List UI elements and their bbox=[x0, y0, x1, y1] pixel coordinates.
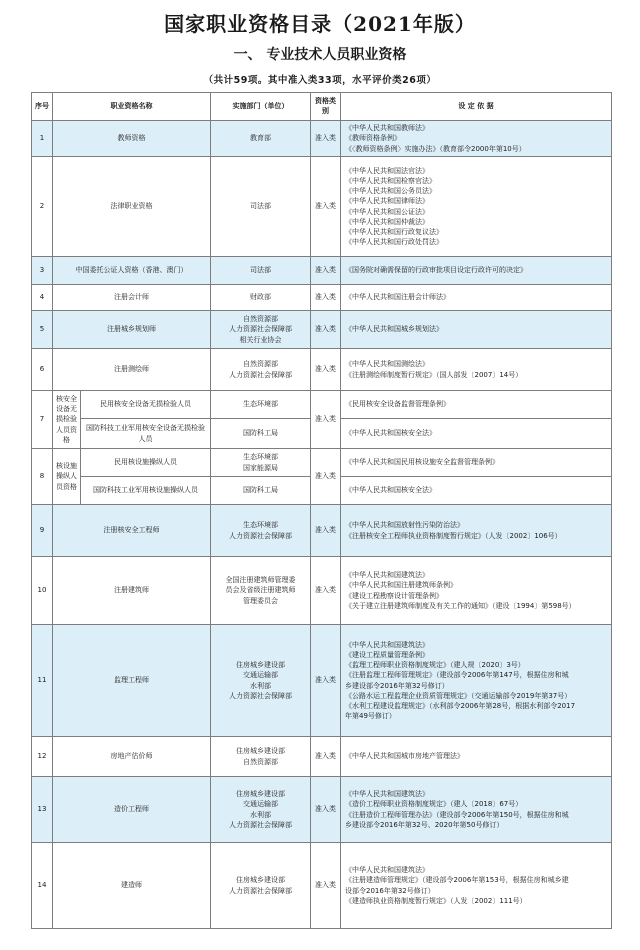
header-dept: 实施部门（单位） bbox=[211, 93, 311, 121]
qualification-type: 准入类 bbox=[311, 625, 341, 737]
qualification-type: 准入类 bbox=[311, 311, 341, 349]
qualification-name: 民用核安全设备无损检验人员 bbox=[81, 391, 211, 419]
table-body bbox=[32, 121, 612, 929]
row-number: 6 bbox=[32, 349, 53, 391]
dept-line: 水利部 bbox=[250, 810, 271, 819]
qualification-name: 注册建筑师 bbox=[53, 557, 211, 625]
table-row bbox=[32, 557, 612, 625]
qualification-name: 中国委托公证人资格（香港、澳门） bbox=[53, 257, 211, 285]
qualification-type: 准入类 bbox=[311, 777, 341, 843]
implementing-dept bbox=[211, 257, 311, 285]
qualification-name: 法律职业资格 bbox=[53, 157, 211, 257]
legal-basis bbox=[341, 257, 612, 285]
legal-basis bbox=[341, 449, 612, 477]
basis-line: 乡建设部令2016年第32号、2020年第50号修订） bbox=[345, 820, 504, 829]
dept-line: 财政部 bbox=[250, 293, 271, 302]
header-no: 序号 bbox=[32, 93, 53, 121]
basis-line: 《公路水运工程监理企业资质管理规定》（交通运输部令2019年第37号） bbox=[345, 691, 572, 700]
dept-line: 人力资源社会保障部 bbox=[229, 691, 292, 700]
legal-basis bbox=[341, 157, 612, 257]
table-row bbox=[32, 505, 612, 557]
implementing-dept bbox=[211, 349, 311, 391]
basis-line: 《中华人民共和国教师法》 bbox=[345, 124, 429, 133]
basis-line: 乡建设部令2016年第32号修订） bbox=[345, 681, 449, 690]
dept-line: 国防科工局 bbox=[243, 486, 278, 495]
row-number: 14 bbox=[32, 843, 53, 929]
dept-line: 自然资源部 bbox=[243, 360, 278, 369]
basis-line: 《监理工程师职业资格制度规定》（建人规〔2020〕3号） bbox=[345, 661, 525, 670]
dept-line: 自然资源部 bbox=[243, 315, 278, 324]
basis-line: 《水利工程建设监理规定》（水利部令2006年第28号，根据水利部令2017 bbox=[345, 701, 576, 710]
legal-basis bbox=[341, 419, 612, 449]
basis-line: 《中华人民共和国法官法》 bbox=[345, 166, 429, 175]
dept-line: 交通运输部 bbox=[243, 800, 278, 809]
row-number: 2 bbox=[32, 157, 53, 257]
row-number: 3 bbox=[32, 257, 53, 285]
dept-line: 人力资源社会保障部 bbox=[229, 886, 292, 895]
basis-line: 《关于建立注册建筑师制度及有关工作的通知》（建设〔1994〕第598号） bbox=[345, 601, 576, 610]
basis-line: 《中华人民共和国核安全法》 bbox=[345, 429, 436, 438]
dept-line: 生态环境部 bbox=[243, 400, 278, 409]
table-row bbox=[32, 311, 612, 349]
basis-line: 《中华人民共和国测绘法》 bbox=[345, 360, 429, 369]
basis-line: 《中华人民共和国仲裁法》 bbox=[345, 217, 429, 226]
basis-line: 《中华人民共和国核安全法》 bbox=[345, 486, 436, 495]
qualification-table bbox=[31, 92, 612, 929]
table-row bbox=[32, 843, 612, 929]
qualification-type: 准入类 bbox=[311, 843, 341, 929]
legal-basis bbox=[341, 737, 612, 777]
dept-line: 人力资源社会保障部 bbox=[229, 531, 292, 540]
implementing-dept bbox=[211, 557, 311, 625]
qualification-name: 注册城乡规划师 bbox=[53, 311, 211, 349]
dept-line: 人力资源社会保障部 bbox=[229, 325, 292, 334]
table-row bbox=[32, 157, 612, 257]
dept-line: 水利部 bbox=[250, 681, 271, 690]
table-row bbox=[32, 391, 612, 419]
legal-basis bbox=[341, 121, 612, 157]
table-row bbox=[32, 285, 612, 311]
basis-line: 《中华人民共和国建筑法》 bbox=[345, 790, 429, 799]
table-header-row bbox=[32, 93, 612, 121]
table-row bbox=[32, 257, 612, 285]
implementing-dept bbox=[211, 505, 311, 557]
legal-basis bbox=[341, 391, 612, 419]
qualification-group-name: 核设施操纵人员资格 bbox=[53, 449, 81, 505]
dept-line: 教育部 bbox=[250, 134, 271, 143]
dept-line: 国家能源局 bbox=[243, 463, 278, 472]
basis-line: 《中华人民共和国城市房地产管理法》 bbox=[345, 752, 464, 761]
legal-basis bbox=[341, 477, 612, 505]
qualification-name: 建造师 bbox=[53, 843, 211, 929]
qualification-type: 准入类 bbox=[311, 285, 341, 311]
qualification-type: 准入类 bbox=[311, 505, 341, 557]
basis-line: 《中华人民共和国放射性污染防治法》 bbox=[345, 521, 464, 530]
qualification-type: 准入类 bbox=[311, 449, 341, 505]
implementing-dept bbox=[211, 625, 311, 737]
qualification-type: 准入类 bbox=[311, 557, 341, 625]
qualification-type: 准入类 bbox=[311, 391, 341, 449]
implementing-dept bbox=[211, 843, 311, 929]
basis-line: 《中华人民共和国检察官法》 bbox=[345, 177, 436, 186]
qualification-type: 准入类 bbox=[311, 121, 341, 157]
qualification-name: 注册核安全工程师 bbox=[53, 505, 211, 557]
dept-line: 自然资源部 bbox=[243, 757, 278, 766]
basis-line: 《国务院对确需保留的行政审批项目设定行政许可的决定》 bbox=[345, 266, 527, 275]
implementing-dept bbox=[211, 311, 311, 349]
basis-line: 年第49号修订） bbox=[345, 711, 396, 720]
legal-basis bbox=[341, 843, 612, 929]
qualification-group-name: 核安全设备无损检验人员资格 bbox=[53, 391, 81, 449]
header-type: 资格类别 bbox=[311, 93, 341, 121]
basis-line: 《〈教师资格条例〉实施办法》（教育部令2000年第10号） bbox=[345, 144, 526, 153]
basis-line: 《造价工程师职业资格制度规定》（建人〔2018〕67号） bbox=[345, 800, 523, 809]
implementing-dept bbox=[211, 777, 311, 843]
basis-line: 《建设工程质量管理条例》 bbox=[345, 651, 429, 660]
dept-line: 生态环境部 bbox=[243, 453, 278, 462]
implementing-dept bbox=[211, 285, 311, 311]
basis-line: 《中华人民共和国行政处罚法》 bbox=[345, 237, 443, 246]
dept-line: 司法部 bbox=[250, 266, 271, 275]
qualification-type: 准入类 bbox=[311, 737, 341, 777]
basis-line: 《中华人民共和国城乡规划法》 bbox=[345, 325, 443, 334]
row-number: 12 bbox=[32, 737, 53, 777]
basis-line: 设部令2016年第32号修订） bbox=[345, 886, 435, 895]
dept-line: 人力资源社会保障部 bbox=[229, 370, 292, 379]
dept-line: 生态环境部 bbox=[243, 521, 278, 530]
legal-basis bbox=[341, 557, 612, 625]
legal-basis bbox=[341, 349, 612, 391]
dept-line: 住房城乡建设部 bbox=[236, 790, 285, 799]
table-row bbox=[32, 777, 612, 843]
dept-line: 员会及省级注册建筑师 bbox=[225, 586, 296, 595]
section-heading: 一、 专业技术人员职业资格 bbox=[233, 47, 407, 63]
basis-line: 《中华人民共和国公务员法》 bbox=[345, 187, 436, 196]
basis-line: 《中华人民共和国建筑法》 bbox=[345, 640, 429, 649]
implementing-dept bbox=[211, 419, 311, 449]
basis-line: 《建造师执业资格制度暂行规定》（人发〔2002〕111号） bbox=[345, 896, 527, 905]
qualification-name: 房地产估价师 bbox=[53, 737, 211, 777]
qualification-name: 国防科技工业军用核安全设备无损检验人员 bbox=[81, 419, 211, 449]
row-number: 9 bbox=[32, 505, 53, 557]
implementing-dept bbox=[211, 449, 311, 477]
basis-line: 《注册造价工程师管理办法》（建设部令2006年第150号，根据住房和城 bbox=[345, 810, 569, 819]
qualification-name: 教师资格 bbox=[53, 121, 211, 157]
basis-line: 《中华人民共和国注册建筑师条例》 bbox=[345, 581, 457, 590]
qualification-name: 注册会计师 bbox=[53, 285, 211, 311]
row-number: 1 bbox=[32, 121, 53, 157]
qualification-name: 注册测绘师 bbox=[53, 349, 211, 391]
basis-line: 《中华人民共和国建筑法》 bbox=[345, 866, 429, 875]
row-number: 10 bbox=[32, 557, 53, 625]
dept-line: 管理委员会 bbox=[243, 596, 278, 605]
row-number: 7 bbox=[32, 391, 53, 449]
implementing-dept bbox=[211, 121, 311, 157]
document-title: 国家职业资格目录（2021年版） bbox=[164, 12, 476, 36]
basis-line: 《民用核安全设备监督管理条例》 bbox=[345, 400, 450, 409]
row-number: 5 bbox=[32, 311, 53, 349]
dept-line: 人力资源社会保障部 bbox=[229, 820, 292, 829]
dept-line: 司法部 bbox=[250, 202, 271, 211]
table-row bbox=[32, 121, 612, 157]
row-number: 13 bbox=[32, 777, 53, 843]
dept-line: 住房城乡建设部 bbox=[236, 747, 285, 756]
basis-line: 《中华人民共和国注册会计师法》 bbox=[345, 293, 450, 302]
row-number: 8 bbox=[32, 449, 53, 505]
legal-basis bbox=[341, 505, 612, 557]
basis-line: 《中华人民共和国民用核设施安全监督管理条例》 bbox=[345, 458, 499, 467]
legal-basis bbox=[341, 311, 612, 349]
summary-note: （共计59项。其中准入类33项，水平评价类26项） bbox=[203, 75, 437, 86]
header-basis: 设 定 依 据 bbox=[341, 93, 612, 121]
dept-line: 相关行业协会 bbox=[239, 335, 282, 344]
row-number: 11 bbox=[32, 625, 53, 737]
dept-line: 住房城乡建设部 bbox=[236, 876, 285, 885]
basis-line: 《注册建造师管理规定》（建设部令2006年第153号，根据住房和城乡建 bbox=[345, 876, 569, 885]
basis-line: 《中华人民共和国行政复议法》 bbox=[345, 227, 443, 236]
table-row bbox=[32, 349, 612, 391]
dept-line: 住房城乡建设部 bbox=[236, 661, 285, 670]
implementing-dept bbox=[211, 737, 311, 777]
legal-basis bbox=[341, 625, 612, 737]
row-number: 4 bbox=[32, 285, 53, 311]
qualification-name: 监理工程师 bbox=[53, 625, 211, 737]
header-name: 职业资格名称 bbox=[53, 93, 211, 121]
implementing-dept bbox=[211, 157, 311, 257]
dept-line: 国防科工局 bbox=[243, 429, 278, 438]
qualification-name: 造价工程师 bbox=[53, 777, 211, 843]
legal-basis bbox=[341, 285, 612, 311]
qualification-name: 国防科技工业军用核设施操纵人员 bbox=[81, 477, 211, 505]
basis-line: 《注册核安全工程师执业资格制度暂行规定》（人发〔2002〕106号） bbox=[345, 531, 562, 540]
qualification-type: 准入类 bbox=[311, 257, 341, 285]
basis-line: 《注册测绘师制度暂行规定》（国人部发〔2007〕14号） bbox=[345, 370, 523, 379]
implementing-dept bbox=[211, 477, 311, 505]
basis-line: 《中华人民共和国律师法》 bbox=[345, 197, 429, 206]
dept-line: 交通运输部 bbox=[243, 671, 278, 680]
basis-line: 《中华人民共和国建筑法》 bbox=[345, 571, 429, 580]
basis-line: 《注册监理工程师管理规定》（建设部令2006年第147号，根据住房和城 bbox=[345, 671, 569, 680]
implementing-dept bbox=[211, 391, 311, 419]
basis-line: 《教师资格条例》 bbox=[345, 134, 401, 143]
qualification-type: 准入类 bbox=[311, 157, 341, 257]
table-row bbox=[32, 625, 612, 737]
dept-line: 全国注册建筑师管理委 bbox=[225, 576, 296, 585]
table-row bbox=[32, 737, 612, 777]
table-row bbox=[32, 449, 612, 477]
qualification-name: 民用核设施操纵人员 bbox=[81, 449, 211, 477]
qualification-type: 准入类 bbox=[311, 349, 341, 391]
basis-line: 《中华人民共和国公证法》 bbox=[345, 207, 429, 216]
legal-basis bbox=[341, 777, 612, 843]
basis-line: 《建设工程勘察设计管理条例》 bbox=[345, 591, 443, 600]
